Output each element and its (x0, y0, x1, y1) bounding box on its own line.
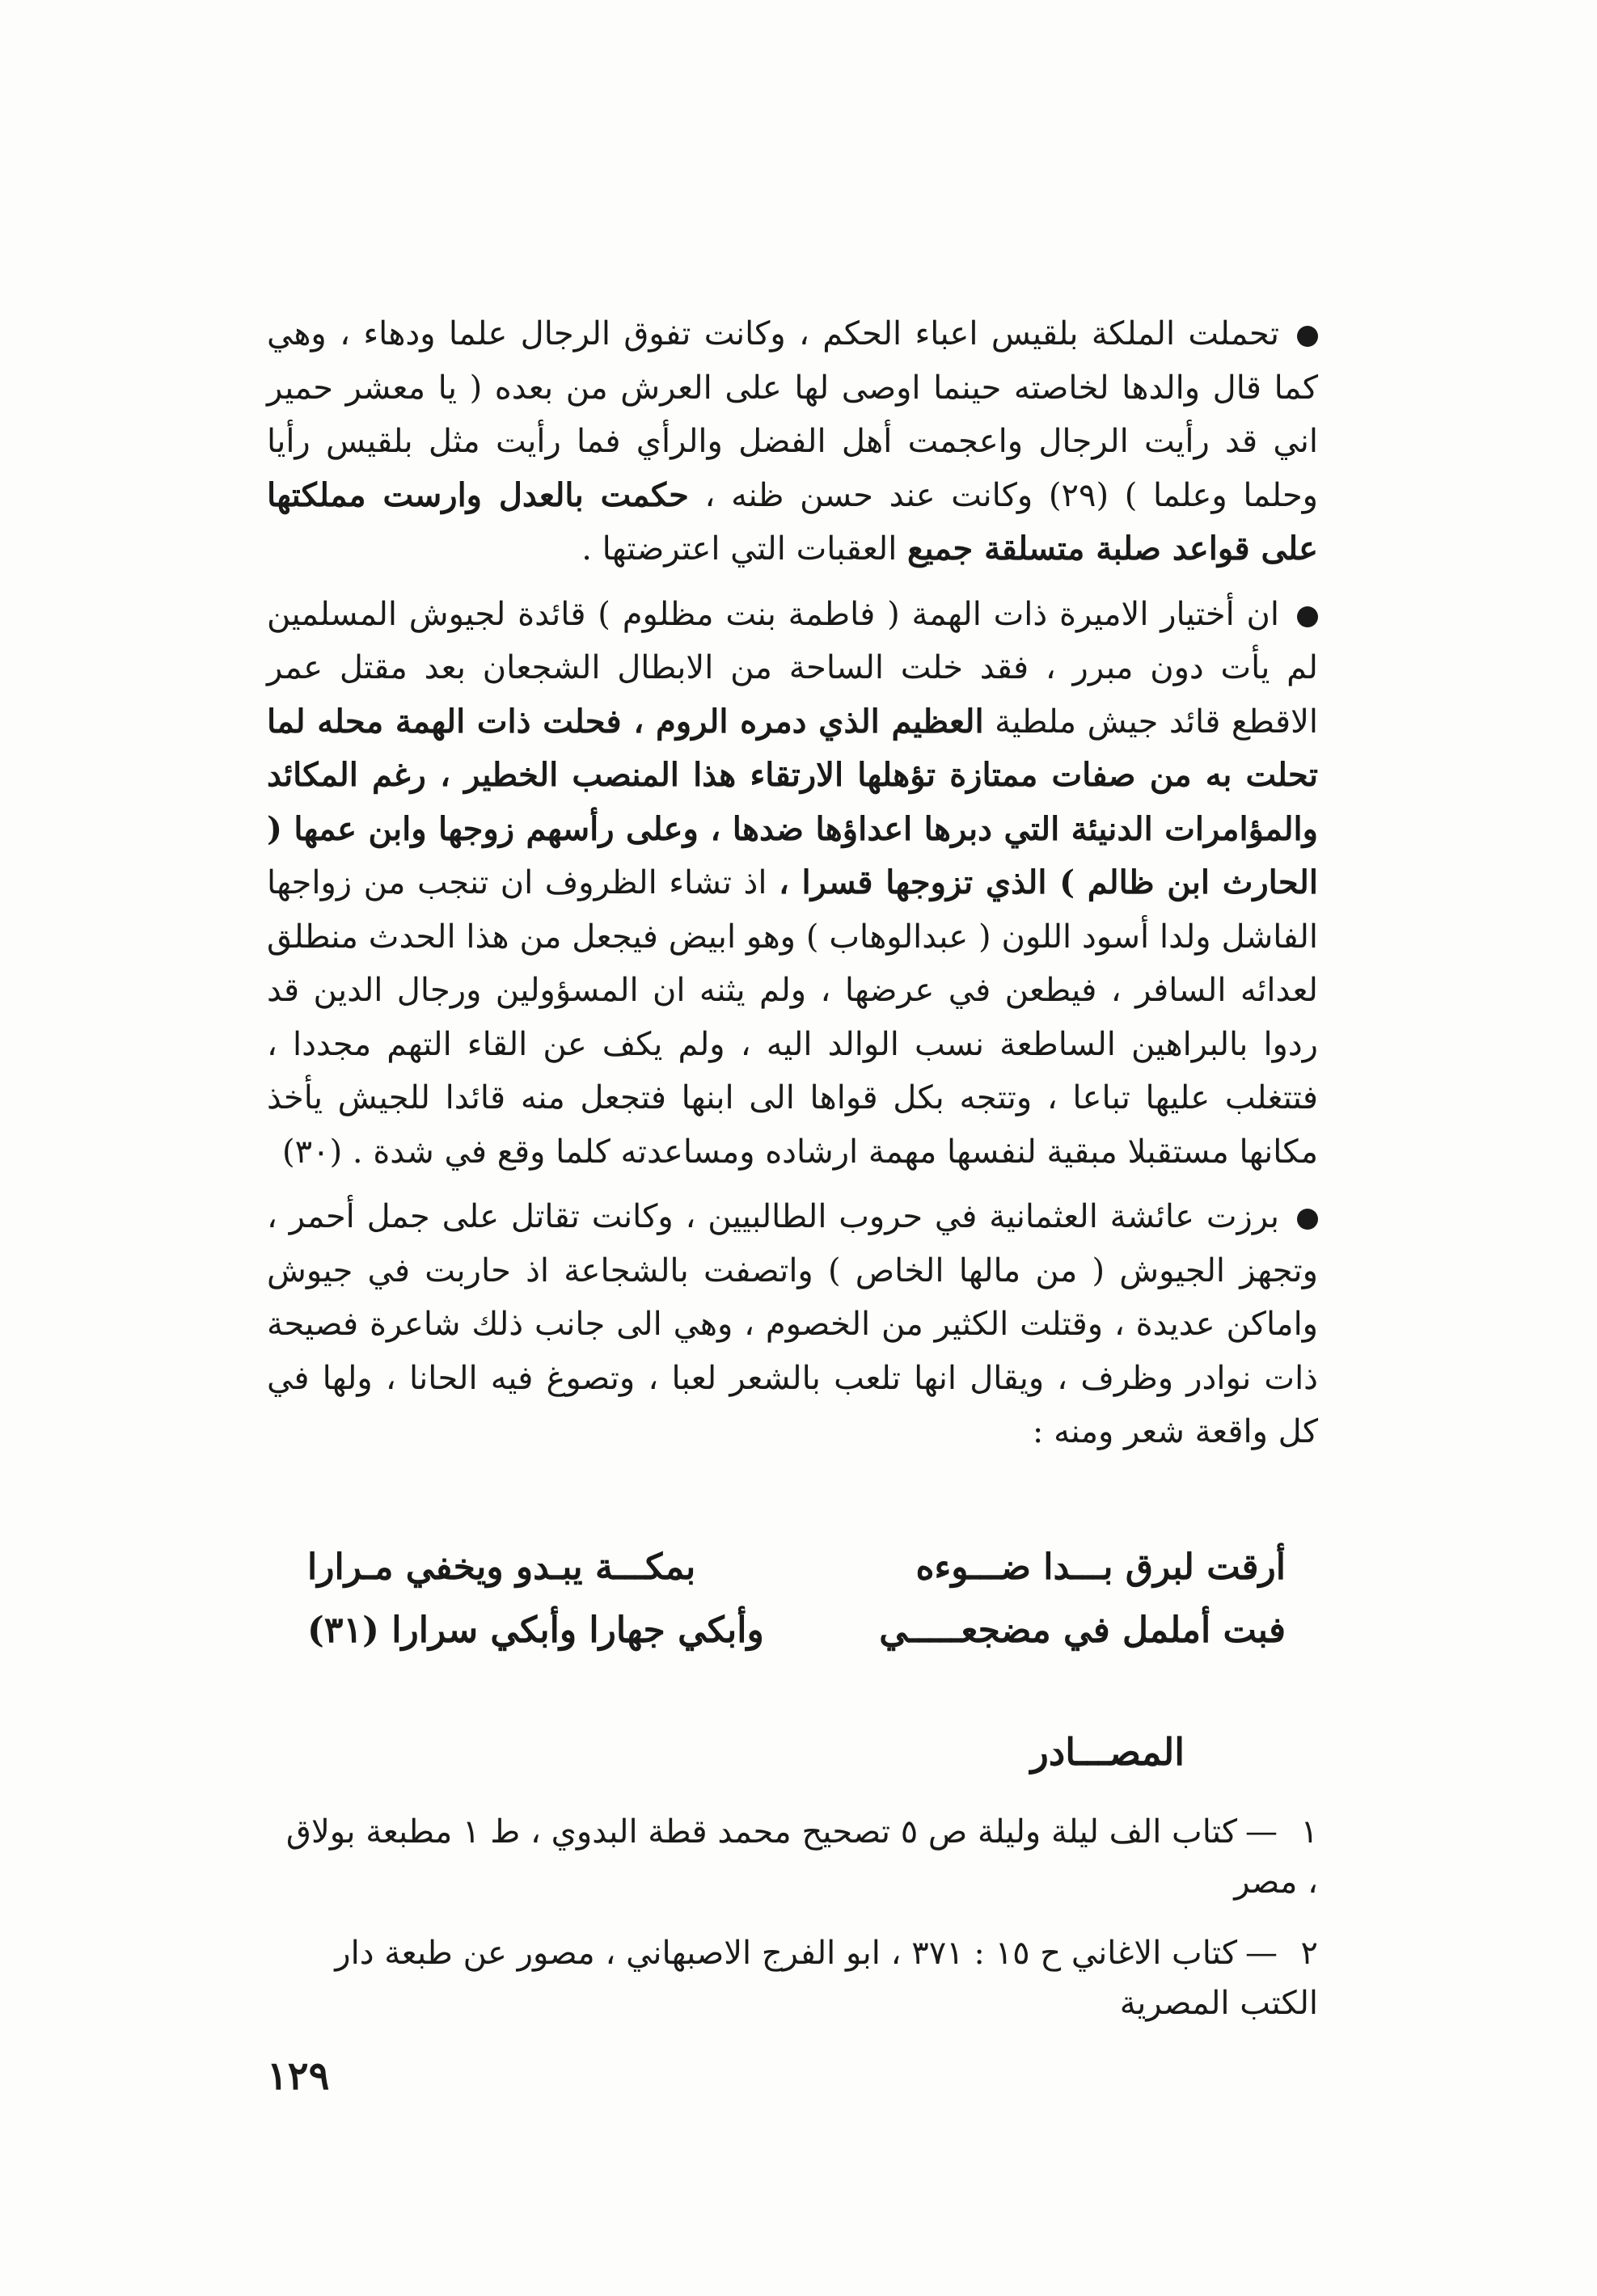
body-text (267, 307, 1318, 1471)
verse-second-hemistich: بمكـــة يبـدو ويخفي مـرارا (307, 1547, 696, 1588)
verse-row (307, 1599, 1286, 1662)
source-number: ١ (1300, 1813, 1318, 1851)
bullet-icon (1297, 1209, 1318, 1230)
bullet-icon (1297, 326, 1318, 347)
source-item (267, 1807, 1318, 1907)
dash-separator: — (1245, 1813, 1278, 1851)
page-number: ١٢٩ (267, 2053, 330, 2099)
bullet-icon (1297, 606, 1318, 627)
source-text: كتاب الف ليلة وليلة ص ٥ تصحيح محمد قطة البدوي ، ط ١ مطبعة بولاق ، مصر (285, 1813, 1318, 1901)
poem-verses (307, 1536, 1286, 1662)
paragraph-aisha (267, 1190, 1318, 1459)
paragraph-tail-text: العقبات التي اعترضتها . (581, 530, 898, 568)
source-item (267, 1928, 1318, 2028)
paragraph-text: تحملت الملكة بلقيس اعباء الحكم ، وكانت تفوق الرجال علما ودهاء ، وهي كما قال والدها لخاصته حينما اوصى لها على العرش من بعده ( يا معشر حمير اني قد رأيت الرجال واعجمت أهل الفضل والرأي فما رأيت مثل بلقيس رأيا وحلما وعلما ) (٢٩) وكانت عند حسن ظنه ، (267, 315, 1318, 514)
paragraph-dhat-al-himma (267, 588, 1318, 1180)
verse-first-hemistich: أرقت لبرق بـــدا ضـــوءه (915, 1547, 1286, 1588)
verse-first-hemistich: فبت أململ في مضجعـــــي (879, 1610, 1286, 1651)
paragraph-bold-text: العظيم الذي دمره الروم ، فحلت ذات الهمة محله لما تحلت به من صفات ممتازة تؤهلها الارتقاء هذا المنصب الخطير ، رغم المكائد والمؤامرات الدنيئة التي دبرها اعداؤها ضدها ، وعلى رأسهم زوجها وابن عمها ( الحارث ابن ظالم ) الذي تزوجها قسرا ، (267, 702, 1318, 901)
paragraph-text: برزت عائشة العثمانية في حروب الطالبيين ، وكانت تقاتل على جمل أحمر ، وتجهز الجيوش ( من مالها الخاص ) واتصفت بالشجاعة اذ حاربت في جيوش واماكن عديدة ، وقتلت الكثير من الخصوم ، وهي الى جانب ذلك شاعرة فصيحة ذات نوادر وظرف ، ويقال انها تلعب بالشعر لعبا ، وتصوغ فيه الحانا ، ولها في كل واقعة شعر ومنه : (267, 1198, 1318, 1450)
source-number: ٢ (1300, 1935, 1318, 1972)
source-text: كتاب الاغاني ح ١٥ : ٣٧١ ، ابو الفرج الاصبهاني ، مصور عن طبعة دار الكتب المصرية (335, 1935, 1318, 2022)
verse-second-hemistich: وأبكي جهارا وأبكي سرارا (٣١) (307, 1610, 764, 1651)
paragraph-tail-text: اذ تشاء الظروف ان تنجب من زواجها الفاشل ولدا أسود اللون ( عبدالوهاب ) وهو ابيض فيجعل من هذا الحدث منطلق لعدائه السافر ، فيطعن في عرضها ، ولم يثنه ان المسؤولين ورجال الدين قد ردوا بالبراهين الساطعة نسب الوالد اليه ، ولم يكف عن القاء التهم مجددا ، فتتغلب عليها تباعا ، وتتجه بكل قواها الى ابنها فتجعل منه قائدا للجيش يأخذ مكانها مستقبلا مبقية لنفسها مهمة ارشاده ومساعدته كلما وقع في شدة . (٣٠) (267, 864, 1318, 1171)
verse-row (307, 1536, 1286, 1599)
sources-heading: المصـــادر (1030, 1730, 1185, 1774)
paragraph-balqis (267, 307, 1318, 576)
dash-separator: — (1245, 1935, 1278, 1972)
paragraph-text: ان أختيار الاميرة ذات الهمة ( فاطمة بنت مظلوم ) قائدة لجيوش المسلمين لم يأت دون مبرر ، فقد خلت الساحة من الابطال الشجعان بعد مقتل عمر الاقطع قائد جيش ملطية (267, 595, 1319, 741)
paragraph-bold-text: حكمت بالعدل وارست مملكتها على قواعد صلبة متسلقة جميع (267, 475, 1318, 568)
